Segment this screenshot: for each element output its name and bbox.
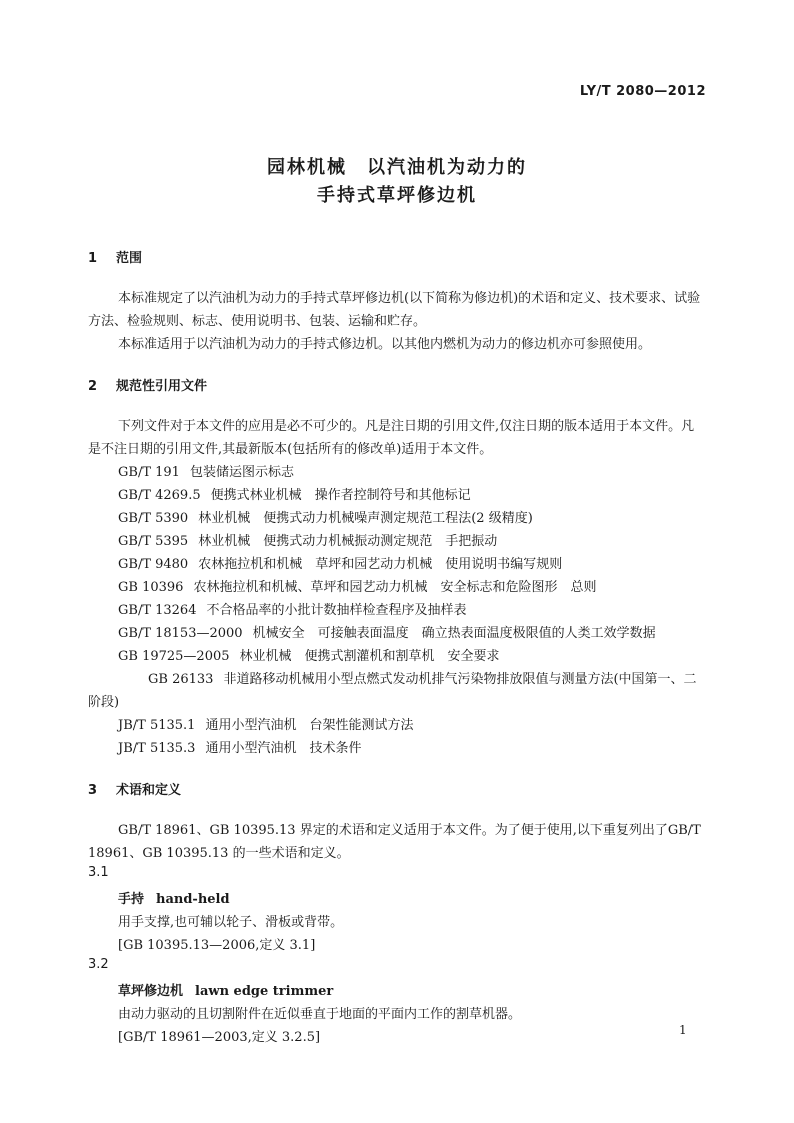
reference-item bbox=[118, 599, 467, 618]
reference-title: 农林拖拉机和机械 草坪和园艺动力机械 使用说明书编写规则 bbox=[198, 557, 563, 572]
section-title: 范围 bbox=[116, 251, 143, 266]
reference-item bbox=[118, 484, 471, 503]
reference-title: 林业机械 便携式动力机械噪声测定规范工程法(2 级精度) bbox=[198, 511, 533, 526]
section-heading-normative-references bbox=[88, 375, 207, 394]
term-definition: 由动力驱动的且切割附件在近似垂直于地面的平面内工作的割草机器。 bbox=[118, 1007, 522, 1022]
reference-title: 非道路移动机械用小型点燃式发动机排气污染物排放限值与测量方法(中国第一、二阶段) bbox=[88, 672, 697, 710]
document-title-line1: 园林机械 以汽油机为动力的 bbox=[267, 157, 527, 178]
term-source: [GB 10395.13—2006,定义 3.1] bbox=[118, 938, 316, 953]
reference-code: GB/T 4269.5 bbox=[118, 488, 201, 503]
standard-code: LY/T 2080—2012 bbox=[579, 84, 706, 99]
reference-item bbox=[118, 737, 361, 756]
clause-number: 3.1 bbox=[88, 865, 109, 880]
reference-code: GB 19725—2005 bbox=[118, 649, 230, 664]
section-number: 1 bbox=[88, 251, 98, 266]
term-zh: 手持 bbox=[118, 892, 145, 907]
reference-title: 包装储运图示标志 bbox=[189, 465, 294, 480]
reference-item bbox=[118, 622, 656, 641]
reference-title: 通用小型汽油机 技术条件 bbox=[205, 741, 362, 756]
section-heading-terms-definitions bbox=[88, 779, 181, 798]
reference-item bbox=[118, 576, 596, 595]
reference-title: 林业机械 便携式动力机械振动测定规范 手把振动 bbox=[198, 534, 498, 549]
section-heading-scope bbox=[88, 247, 142, 266]
page-number: 1 bbox=[679, 1023, 687, 1037]
term-en: lawn edge trimmer bbox=[195, 984, 334, 999]
term-definition: 用手支撑,也可辅以轮子、滑板或背带。 bbox=[118, 915, 344, 930]
section-title: 术语和定义 bbox=[116, 783, 182, 798]
reference-item bbox=[118, 553, 562, 572]
reference-title: 通用小型汽油机 台架性能测试方法 bbox=[205, 718, 414, 733]
reference-item bbox=[118, 507, 533, 526]
term-entry bbox=[118, 888, 230, 907]
terms-intro-paragraph: GB/T 18961、GB 10395.13 界定的术语和定义适用于本文件。为了便于使用,以下重复列出了GB/T 18961、GB 10395.13 的一些术语和定义。 bbox=[88, 823, 701, 861]
reference-title: 机械安全 可接触表面温度 确立热表面温度极限值的人类工效学数据 bbox=[252, 626, 656, 641]
section-title: 规范性引用文件 bbox=[116, 379, 208, 394]
reference-code: GB/T 9480 bbox=[118, 557, 189, 572]
document-title-line2: 手持式草坪修边机 bbox=[317, 185, 477, 206]
reference-title: 便携式林业机械 操作者控制符号和其他标记 bbox=[210, 488, 471, 503]
reference-code: GB/T 5390 bbox=[118, 511, 189, 526]
reference-item bbox=[118, 714, 413, 733]
reference-title: 农林拖拉机和机械、草坪和园艺动力机械 安全标志和危险图形 总则 bbox=[193, 580, 597, 595]
reference-code: GB/T 18153—2000 bbox=[118, 626, 243, 641]
reference-title: 林业机械 便携式割灌机和割草机 安全要求 bbox=[239, 649, 500, 664]
reference-item bbox=[118, 645, 500, 664]
term-zh: 草坪修边机 bbox=[118, 984, 184, 999]
reference-item bbox=[118, 530, 497, 549]
reference-code: GB 26133 bbox=[148, 672, 214, 687]
scope-paragraph-1: 本标准规定了以汽油机为动力的手持式草坪修边机(以下简称为修边机)的术语和定义、技术要求、试验方法、检验规则、标志、使用说明书、包装、运输和贮存。 bbox=[88, 291, 701, 329]
term-en: hand-held bbox=[156, 892, 230, 907]
reference-item bbox=[118, 461, 294, 480]
references-intro-paragraph: 下列文件对于本文件的应用是必不可少的。凡是注日期的引用文件,仅注日期的版本适用于本文件。凡是不注日期的引用文件,其最新版本(包括所有的修改单)适用于本文件。 bbox=[88, 419, 695, 457]
section-number: 3 bbox=[88, 783, 98, 798]
reference-code: JB/T 5135.1 bbox=[118, 718, 196, 733]
scope-paragraph-2: 本标准适用于以汽油机为动力的手持式修边机。以其他内燃机为动力的修边机亦可参照使用。 bbox=[118, 337, 652, 352]
reference-item-long bbox=[88, 668, 706, 714]
term-entry bbox=[118, 980, 333, 999]
reference-code: JB/T 5135.3 bbox=[118, 741, 196, 756]
reference-code: GB/T 191 bbox=[118, 465, 180, 480]
reference-code: GB/T 13264 bbox=[118, 603, 197, 618]
section-number: 2 bbox=[88, 379, 98, 394]
term-source: [GB/T 18961—2003,定义 3.2.5] bbox=[118, 1030, 321, 1045]
reference-title: 不合格品率的小批计数抽样检查程序及抽样表 bbox=[206, 603, 467, 618]
clause-number: 3.2 bbox=[88, 957, 109, 972]
reference-code: GB 10396 bbox=[118, 580, 184, 595]
reference-code: GB/T 5395 bbox=[118, 534, 189, 549]
